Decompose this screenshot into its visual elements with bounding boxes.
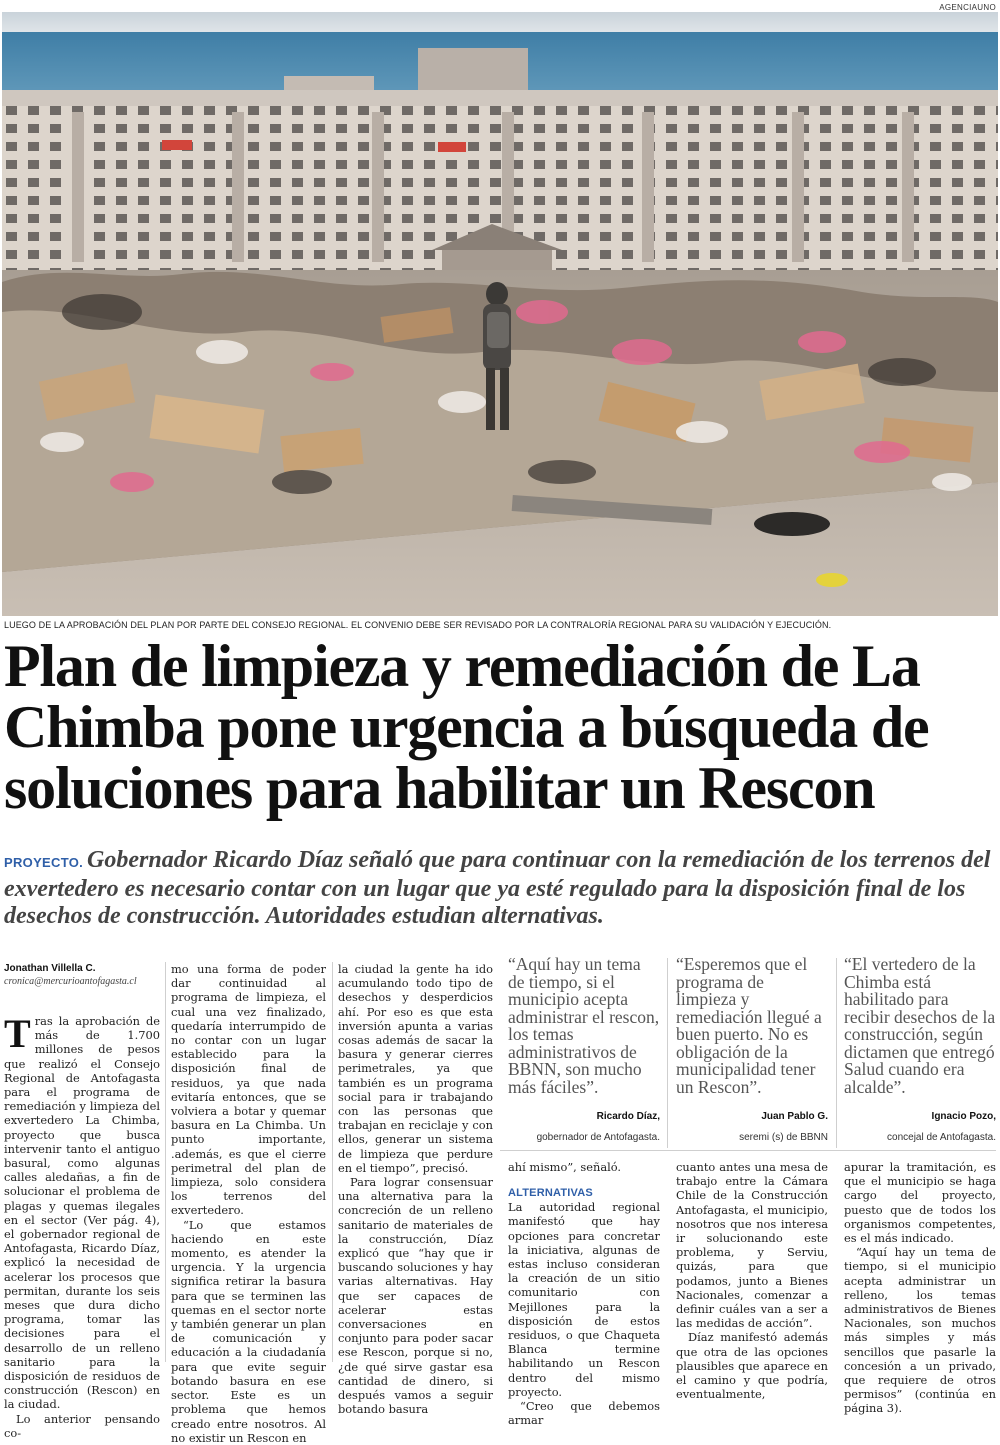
section-tag: PROYECTO. xyxy=(4,855,84,870)
body-paragraph: cuanto antes una mesa de trabajo entre la Cámara Chile de la Construcción Antofagasta, el municipio, nosotros que nos interesa ir solucionando este problema, y Serviu, quizás, para que podamos, junto a Bienes Nacionales, comenzar a definir cuáles van a ser a las medidas de acción”. xyxy=(676,1160,828,1331)
body-paragraph: “Aquí hay un tema de tiempo, si el municipio acepta administrar un relleno, los temas administrativos de Bienes Nacionales, son muchos más simples y más sencillos que pasarle la concesión a un privado, que requiere de otros permisos” (continúa en página 3). xyxy=(844,1245,996,1416)
lead-text: Gobernador Ricardo Díaz señaló que para continuar con la remediación de los terrenos del exvertedero es necesario contar con un lugar que ya esté regulado para la disposición final de los desechos de construcción. Autoridades estudian alternativas. xyxy=(4,847,991,929)
pull-quote-1 xyxy=(508,956,660,1146)
quote-author: Juan Pablo G. xyxy=(761,1111,828,1122)
quote-author: Ignacio Pozo, xyxy=(931,1111,996,1122)
body-paragraph: La autoridad regional manifestó que hay opciones para concretar la iniciativa, algunas de estas incluso consideran la creación de un sitio comunitario con Mejillones para la disposición de estos residuos, o que Chaqueta Blanca termine habilitando un Rescon dentro del mismo proyecto. xyxy=(508,1200,660,1399)
article-column-1 xyxy=(4,962,160,1440)
quote-author-role: gobernador de Antofagasta. xyxy=(536,1131,660,1143)
body-paragraph: “Lo que estamos haciendo en este momento, es atender la urgencia. Y la urgencia significa retirar la basura para que se terminen las quemas en el sector norte y también generar un plan de comunicación y educación a la ciudadanía para que evite seguir botando basura en ese sector. Este es un problema que hemos creado entre nosotros. Al no existir un Rescon en xyxy=(171,1217,326,1445)
quote-text: “Esperemos que el programa de limpieza y remediación llegué a buen puerto. No es obligación de la municipalidad tener un Rescon”. xyxy=(676,954,822,1097)
quote-author-role: seremi (s) de BBNN xyxy=(739,1131,828,1143)
photo-credit: AGENCIAUNO xyxy=(939,3,996,12)
body-paragraph: “Creo que debemos armar xyxy=(508,1399,660,1428)
column-divider xyxy=(836,958,837,1148)
body-paragraph: ahí mismo”, señaló. xyxy=(508,1160,622,1174)
body-paragraph: Para lograr consensuar una alternativa para la concreción de un relleno sanitario de materiales de la construcción, Díaz explicó que “hay que ir buscando soluciones y hay varias alternativas. Hay que ser capaces de acelerar estas conversaciones en conjunto para poder sacar ese Rescon, porque si no, ¿de qué sirve gastar esa cantidad de dinero, si después vamos a seguir botando basura xyxy=(338,1175,493,1417)
article-column-3 xyxy=(338,962,493,1417)
column-divider xyxy=(332,962,333,1362)
pull-quote-2 xyxy=(676,956,828,1146)
author-email[interactable]: cronica@mercurioantofagasta.cl xyxy=(4,976,137,987)
subheading: ALTERNATIVAS xyxy=(508,1187,593,1200)
article-column-2 xyxy=(171,962,326,1445)
body-paragraph: Tras la aprobación de más de 1.700 millones de pesos que realizó el Consejo Regional de Antofagasta para el programa de remediación y limpieza del exvertedero La Chimba, proyecto que busca intervenir tanto el antiguo basural, como algunas calles aledañas, a fin de solucionar el problema de plagas y quemas ilegales en el sector (Ver pág. 4), el gobernador regional de Antofagasta, Ricardo Díaz, explicó la necesidad de acelerar los procesos que permitan, durante los seis meses que dura dicho programa, tomar las decisiones para el desarrollo de un relleno sanitario para la disposición de residuos de construcción (Rescon) en la ciudad. xyxy=(4,1011,160,1412)
article-column-4 xyxy=(508,1160,660,1427)
quote-author-role: concejal de Antofagasta. xyxy=(887,1131,996,1143)
horizontal-divider xyxy=(500,1150,996,1151)
quote-author: Ricardo Díaz, xyxy=(596,1111,660,1122)
photo-caption: LUEGO DE LA APROBACIÓN DEL PLAN POR PARTE DEL CONSEJO REGIONAL. EL CONVENIO DEBE SER REVISADO POR LA CONTRALORÍA REGIONAL PARA SU VALIDACIÓN Y EJECUCIÓN. xyxy=(4,620,832,630)
body-paragraph: mo una forma de poder dar continuidad al programa de limpieza, el cual una vez finalizado, quedaría interrumpido de no contar con un lugar establecido para la disposición final de residuos, ya que nada evitaría entonces, que se volviera a botar y quemar basura en La Chimba. Un punto importante, .además, es que el cierre perimetral del plan de limpieza, solo considera los terrenos del exvertedero. xyxy=(171,962,326,1218)
column-divider xyxy=(165,962,166,1362)
pull-quote-3 xyxy=(844,956,996,1146)
quote-text: “Aquí hay un tema de tiempo, si el municipio acepta administrar el rescon, los temas administrativos de BBNN, son mucho más fáciles”. xyxy=(508,954,660,1097)
lead-paragraph xyxy=(4,847,996,930)
body-paragraph: Lo anterior pensando co- xyxy=(4,1411,160,1440)
article-column-6 xyxy=(844,1160,996,1416)
author-name: Jonathan Villella C. xyxy=(4,963,96,974)
article-column-5 xyxy=(676,1160,828,1401)
drop-cap: T xyxy=(4,1011,31,1056)
news-photo xyxy=(2,12,998,616)
column-divider xyxy=(667,958,668,1148)
body-paragraph: apurar la tramitación, es que el municipio se haga cargo del proyecto, puesto que de todos los organismos competentes, es el más indicado. xyxy=(844,1160,996,1246)
quote-text: “El vertedero de la Chimba está habilitado para recibir desechos de la construcción, según dictamen que entregó Salud cuando era alcalde”. xyxy=(844,954,996,1097)
body-paragraph: la ciudad la gente ha ido acumulando todo tipo de desechos y desperdicios ahí. Por eso es que esta inversión apunta a varias cosas además de sacar la basura y generar cierres perimetrales, ya que también es un programa social para ir trabajando con las personas que trabajan en reciclaje y con ellos, generar un sistema de limpieza que perdure en el tiempo”, precisó. xyxy=(338,962,493,1175)
body-paragraph: Díaz manifestó además que otra de las opciones plausibles que aparece en el camino y que podría, eventualmente, xyxy=(676,1330,828,1402)
headline: Plan de limpieza y remediación de La Chimba pone urgencia a búsqueda de soluciones para habilitar un Rescon xyxy=(4,633,929,821)
